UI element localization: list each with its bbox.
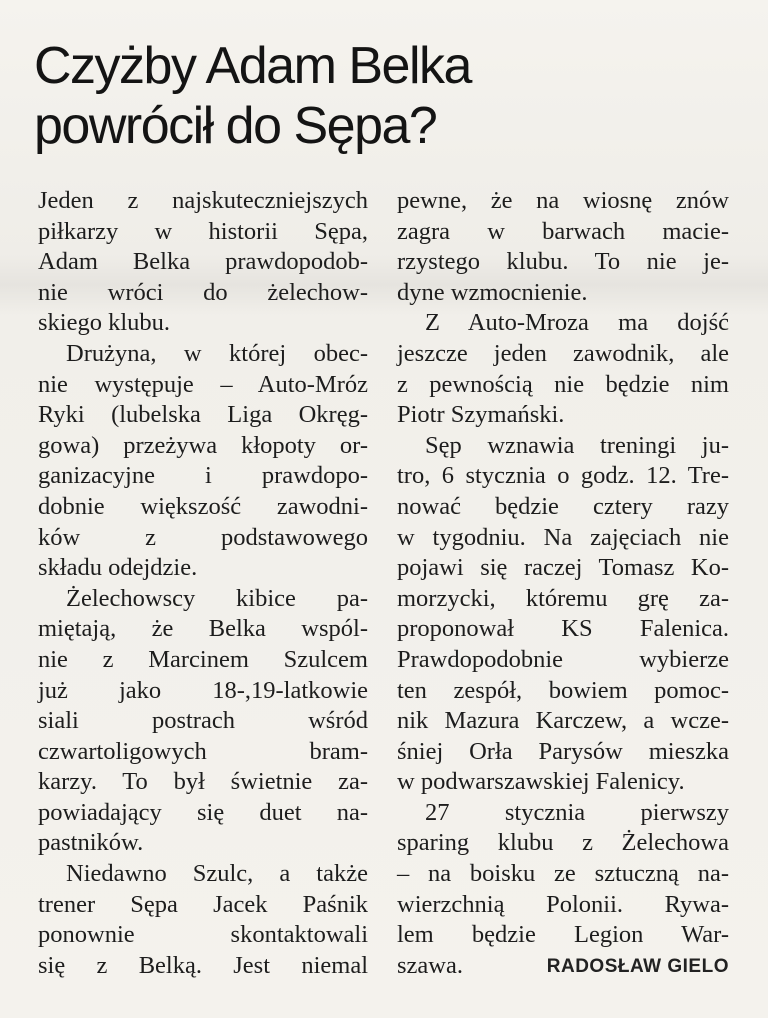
author-signature: RADOSŁAW GIELO [546, 955, 729, 977]
text-line: w tygodniu. Na zajęciach nie [397, 523, 729, 551]
text-line: Adam Belka prawdopodob- [38, 248, 368, 276]
text-line: sparing klubu z Żelechowa [397, 829, 729, 857]
text-line: siali postrach wśród [38, 707, 368, 735]
text-line: dobnie większość zawodni- [38, 492, 368, 520]
text-line: Jeden z najskuteczniejszych [38, 187, 368, 214]
text-line: – na boisku ze sztuczną na- [397, 860, 729, 888]
text-line: wierzchnią Polonii. Rywa- [397, 890, 729, 918]
text-line: dyne wzmocnienie. [397, 278, 588, 306]
text-line: śniej Orła Parysów mieszka [397, 737, 729, 765]
text-line: z pewnością nie będzie nim [397, 370, 729, 398]
text-line: ganizacyjne i prawdopo- [38, 462, 368, 490]
text-line: tro, 6 stycznia o godz. 12. Tre- [397, 462, 729, 490]
closing-text: szawa. [397, 951, 463, 979]
article-headline [34, 36, 734, 156]
text-line: piłkarzy w historii Sępa, [38, 217, 368, 245]
text-line: trener Sępa Jacek Paśnik [38, 890, 368, 918]
text-line: pastników. [38, 829, 144, 857]
text-line: nować będzie cztery razy [397, 492, 729, 520]
text-line: karzy. To był świetnie za- [38, 768, 368, 796]
article-column-right [397, 186, 729, 981]
text-line: pojawi się raczej Tomasz Ko- [397, 554, 729, 582]
text-line: pewne, że na wiosnę znów [397, 187, 729, 214]
text-line: Niedawno Szulc, a także [66, 860, 368, 888]
text-line: się z Belką. Jest niemal [38, 951, 368, 979]
headline-line-2: powrócił do Sępa? [34, 97, 437, 155]
text-line: Prawdopodobnie wybierze [397, 645, 729, 673]
text-line: zagra w barwach macie- [397, 217, 729, 245]
text-line: Piotr Szymański. [397, 401, 565, 429]
text-line: Drużyna, w której obec- [66, 339, 368, 367]
text-line: Żelechowscy kibice pa- [66, 584, 368, 612]
text-line: jeszcze jeden zawodnik, ale [397, 339, 729, 367]
headline-line-1: Czyżby Adam Belka [34, 37, 471, 95]
text-line: morzycki, któremu grę za- [397, 584, 729, 612]
text-line: Sęp wznawia treningi ju- [425, 431, 729, 459]
text-line: lem będzie Legion War- [397, 921, 729, 949]
text-line: składu odejdzie. [38, 554, 198, 582]
text-line: 27 stycznia pierwszy [425, 798, 729, 826]
text-line: już jako 18-,19-latkowie [38, 676, 368, 704]
text-line: czwartoligowych bram- [38, 737, 368, 765]
text-line: ków z podstawowego [38, 523, 368, 551]
text-line: gowa) przeżywa kłopoty or- [38, 431, 368, 459]
text-line: rzystego klubu. To nie je- [397, 248, 729, 276]
text-line: miętają, że Belka wspól- [38, 615, 368, 643]
text-line: proponował KS Falenica. [397, 615, 729, 643]
text-line: Ryki (lubelska Liga Okręg- [38, 401, 368, 429]
text-line: nie wróci do żelechow- [38, 278, 368, 306]
text-line: nie z Marcinem Szulcem [38, 645, 368, 673]
text-line: ponownie skontaktowali [38, 921, 368, 949]
text-line: powiadający się duet na- [38, 798, 368, 826]
text-line: ten zespół, bowiem pomoc- [397, 676, 729, 704]
text-line: nik Mazura Karczew, a wcze- [397, 707, 729, 735]
text-line: w podwarszawskiej Falenicy. [397, 768, 685, 796]
article-column-left [38, 186, 368, 981]
text-line: skiego klubu. [38, 309, 171, 337]
closing-line [397, 951, 729, 982]
text-line: Z Auto-Mroza ma dojść [425, 309, 729, 337]
text-line: nie występuje – Auto-Mróz [38, 370, 368, 398]
